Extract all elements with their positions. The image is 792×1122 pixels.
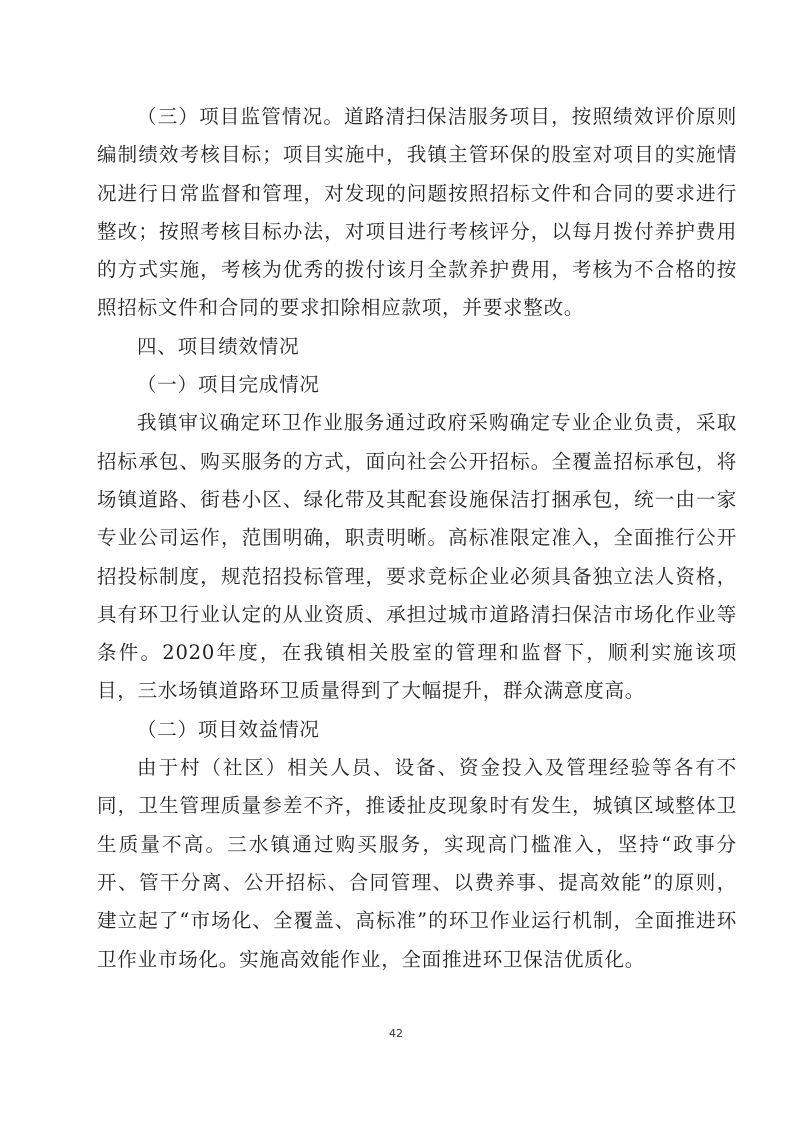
paragraph-benefit: 由于村（社区）相关人员、设备、资金投入及管理经验等各有不同，卫生管理质量参差不齐，推诿扯皮现象时有发生，城镇区域整体卫生质量不高。三水镇通过购买服务，实现高门槛准入，坚持“政事分开、管干分离、公开招标、合同管理、以费养事、提高效能”的原则，建立起了“市场化、全覆盖、高标准”的环卫作业运行机制，全面推进环卫作业市场化。实施高效能作业，全面推进环卫保洁优质化。 [97, 756, 737, 971]
paragraph-project-supervision: （三）项目监管情况。道路清扫保洁服务项目，按照绩效评价原则编制绩效考核目标；项目实施中，我镇主管环保的股室对项目的实施情况进行日常监督和管理，对发现的问题按照招标文件和合同的要求进行整改；按照考核目标办法，对项目进行考核评分，以每月拨付养护费用的方式实施，考核为优秀的拨付该月全款养护费用，考核为不合格的按照招标文件和合同的要求扣除相应款项，并要求整改。 [97, 105, 737, 320]
subheading-completion: （一）项目完成情况 [137, 373, 320, 397]
document-body [97, 98, 737, 979]
subheading-benefit: （二）项目效益情况 [137, 717, 320, 741]
page-number: 42 [389, 1027, 403, 1040]
section-heading-performance: 四、项目绩效情况 [137, 334, 300, 358]
paragraph-completion: 我镇审议确定环卫作业服务通过政府采购确定专业企业负责，采取招标承包、购买服务的方式，面向社会公开招标。全覆盖招标承包，将场镇道路、街巷小区、绿化带及其配套设施保洁打捆承包，统一由一家专业公司运作，范围明确，职责明晰。高标准限定准入，全面推行公开招投标制度，规范招投标管理，要求竞标企业必须具备独立法人资格，具有环卫行业认定的从业资质、承担过城市道路清扫保洁市场化作业等条件。2020年度，在我镇相关股室的管理和监督下，顺利实施该项目，三水场镇道路环卫质量得到了大幅提升，群众满意度高。 [97, 411, 737, 703]
